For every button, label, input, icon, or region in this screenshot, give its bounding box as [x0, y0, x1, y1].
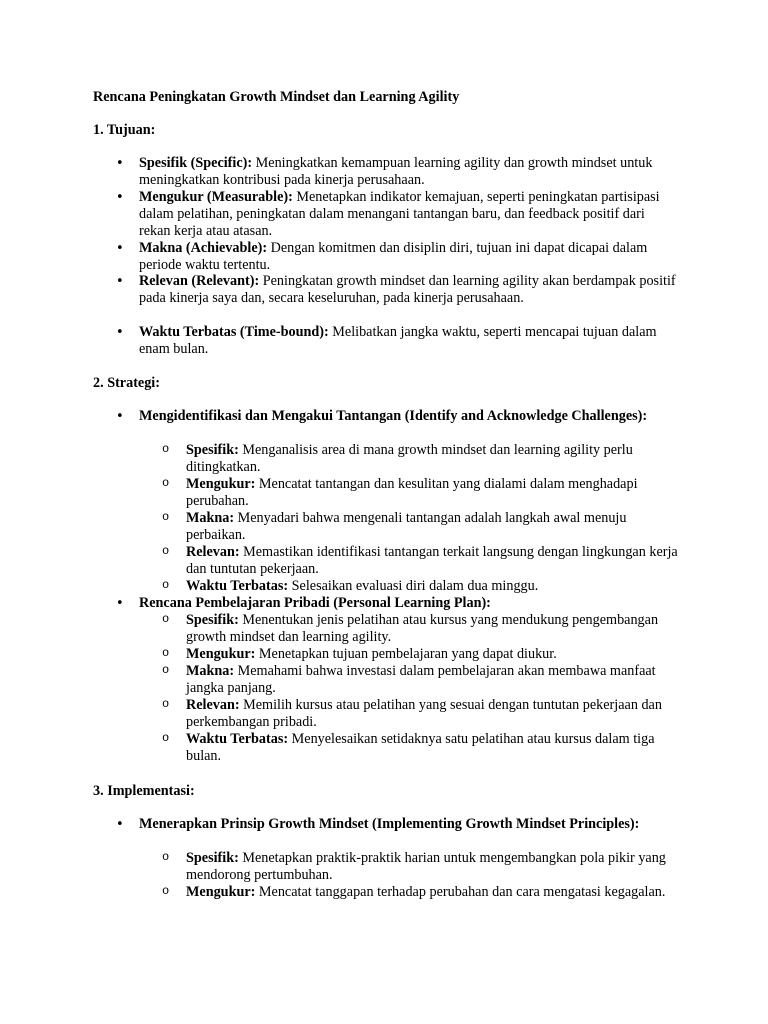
list-item: [139, 240, 679, 274]
item-label: Makna (Achievable):: [139, 240, 268, 256]
item-text: Dengan komitmen dan disiplin diri, tujuan ini dapat dicapai dalam periode waktu tertentu.: [139, 240, 648, 273]
sub-list-item: [186, 612, 681, 646]
item-label: Mengidentifikasi dan Mengakui Tantangan (Identify and Acknowledge Challenges):: [139, 408, 648, 424]
item-label: Spesifik:: [186, 442, 239, 458]
item-text: Menetapkan praktik-praktik harian untuk mengembangkan pola pikir yang mendorong pertumbuhan.: [186, 850, 666, 883]
document-title: Rencana Peningkatan Growth Mindset dan Learning Agility: [93, 89, 460, 105]
item-label: Relevan (Relevant):: [139, 273, 260, 289]
list-item: [139, 273, 679, 307]
item-label: Waktu Terbatas (Time-bound):: [139, 324, 329, 340]
sub-list-item: [186, 442, 681, 476]
sub-list-item: [186, 476, 681, 510]
item-label: Rencana Pembelajaran Pribadi (Personal Learning Plan):: [139, 595, 491, 611]
item-text: Menentukan jenis pelatihan atau kursus yang mendukung pengembangan growth mindset dan learning agility.: [186, 612, 659, 645]
list-item: [139, 816, 679, 833]
sub-list-item: [186, 850, 681, 884]
sub-list-item: [186, 884, 681, 901]
list-item: [139, 595, 679, 612]
item-label: Spesifik:: [186, 850, 239, 866]
item-label: Mengukur (Measurable):: [139, 189, 293, 205]
item-text: Menyelesaikan setidaknya satu pelatihan atau kursus dalam tiga bulan.: [186, 731, 655, 764]
item-text: Menetapkan tujuan pembelajaran yang dapat diukur.: [258, 646, 557, 662]
sub-list-item: [186, 697, 681, 731]
list-item: [139, 155, 679, 189]
item-text: Menganalisis area di mana growth mindset dan learning agility perlu ditingkatkan.: [186, 442, 633, 475]
item-text: Mencatat tantangan dan kesulitan yang dialami dalam menghadapi perubahan.: [186, 476, 638, 509]
sub-list-item: [186, 544, 681, 578]
item-label: Mengukur:: [186, 646, 256, 662]
item-text: Meningkatkan kemampuan learning agility dan growth mindset untuk meningkatkan kontribusi pada kinerja perusahaan.: [139, 155, 653, 188]
section-heading-strategi: 2. Strategi:: [93, 375, 160, 391]
item-text: Menetapkan indikator kemajuan, seperti peningkatan partisipasi dalam pelatihan, peningkatan dalam menangani tantangan baru, dan feedback positif dari rekan kerja atau atasan.: [139, 189, 660, 239]
list-item: [139, 324, 679, 358]
item-text: Peningkatan growth mindset dan learning agility akan berdampak positif pada kinerja saya dan, secara keseluruhan, pada kinerja perusahaan.: [139, 273, 676, 306]
item-label: Relevan:: [186, 697, 240, 713]
list-item: [139, 408, 679, 425]
sub-list-item: [186, 578, 681, 595]
item-text: Mencatat tanggapan terhadap perubahan dan cara mengatasi kegagalan.: [258, 884, 666, 900]
item-label: Menerapkan Prinsip Growth Mindset (Implementing Growth Mindset Principles):: [139, 816, 640, 832]
item-text: Memilih kursus atau pelatihan yang sesuai dengan tuntutan pekerjaan dan perkembangan pribadi.: [186, 697, 662, 730]
item-text: Melibatkan jangka waktu, seperti mencapai tujuan dalam enam bulan.: [139, 324, 657, 357]
item-text: Selesaikan evaluasi diri dalam dua minggu.: [291, 578, 539, 594]
item-label: Spesifik (Specific):: [139, 155, 253, 171]
sub-list-item: [186, 646, 681, 663]
item-label: Mengukur:: [186, 884, 256, 900]
list-item: [139, 189, 679, 240]
item-label: Relevan:: [186, 544, 240, 560]
item-label: Waktu Terbatas:: [186, 578, 289, 594]
sub-list-item: [186, 731, 681, 765]
item-text: Memastikan identifikasi tantangan terkait langsung dengan lingkungan kerja dan tuntutan pekerjaan.: [186, 544, 678, 577]
sub-list-item: [186, 510, 681, 544]
sub-list-item: [186, 663, 681, 697]
section-heading-implementasi: 3. Implementasi:: [93, 783, 195, 799]
item-label: Makna:: [186, 663, 235, 679]
item-label: Spesifik:: [186, 612, 239, 628]
item-label: Mengukur:: [186, 476, 256, 492]
item-text: Memahami bahwa investasi dalam pembelajaran akan membawa manfaat jangka panjang.: [186, 663, 656, 696]
item-label: Makna:: [186, 510, 235, 526]
section-heading-tujuan: 1. Tujuan:: [93, 122, 156, 138]
item-label: Waktu Terbatas:: [186, 731, 289, 747]
item-text: Menyadari bahwa mengenali tantangan adalah langkah awal menuju perbaikan.: [186, 510, 627, 543]
